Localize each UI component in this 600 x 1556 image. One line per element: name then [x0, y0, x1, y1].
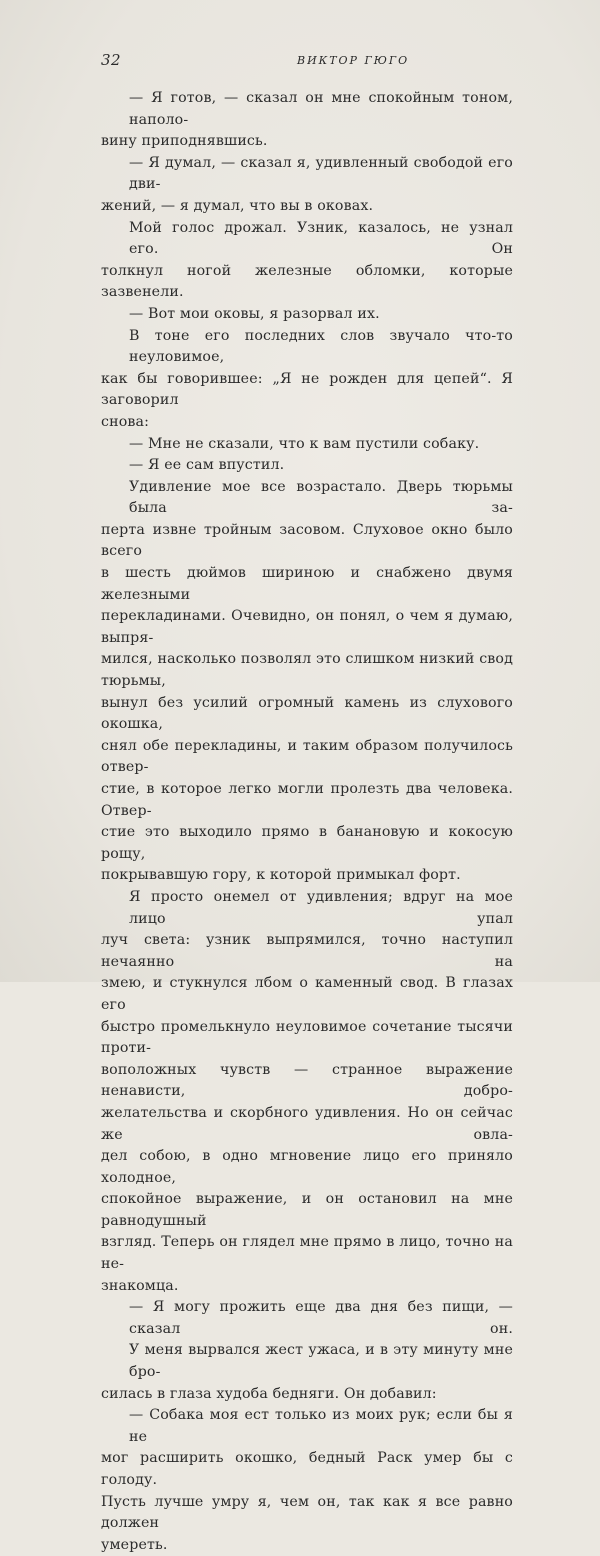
text-line: — Я думал, — сказал я, удивленный свободой его дви-	[129, 154, 513, 193]
text-line: луч света: узник выпрямился, точно наступил нечаянно на	[101, 932, 513, 970]
text-line: Пусть лучше умру я, чем он, так как я все равно должен	[101, 1493, 513, 1532]
text-line: снова:	[101, 413, 150, 430]
text-line: — Вот мои оковы, я разорвал их.	[129, 305, 380, 322]
text-line: стие это выходило прямо в банановую и кокосую рощу,	[101, 824, 513, 862]
text-line: мог расширить окошко, бедный Раск умер бы с голоду.	[101, 1450, 513, 1488]
text-line: воположных чувств — странное выражение ненависти, добро-	[101, 1061, 513, 1100]
running-head: ВИКТОР ГЮГО	[297, 54, 410, 67]
text-line: — Я готов, — сказал он мне спокойным тоном, наполо-	[129, 90, 513, 128]
text-line: вынул без усилий огромный камень из слухового окошка,	[101, 694, 513, 733]
text-line: Мой голос дрожал. Узник, казалось, не узнал его. Он	[129, 219, 513, 258]
text-line: в шесть дюймов шириною и снабжено двумя железными	[101, 565, 513, 603]
text-line: мился, насколько позволял это слишком низкий свод тюрьмы,	[101, 651, 513, 690]
text-line: дел собою, в одно мгновение лицо его приняло холодное,	[101, 1148, 513, 1186]
text-line: как бы говорившее: „Я не рожден для цепей“. Я заговорил	[101, 370, 513, 409]
text-line: — Мне не сказали, что к вам пустили собаку.	[129, 435, 480, 452]
text-line: толкнул ногой железные обломки, которые зазвенели.	[101, 262, 513, 301]
text-line: перта извне тройным засовом. Слуховое окно было всего	[101, 521, 513, 560]
body-text	[101, 88, 513, 1556]
text-line: У меня вырвался жест ужаса, и в эту минуту мне бро-	[129, 1342, 513, 1381]
text-line: — Я могу прожить еще два дня без пищи, — сказал он.	[129, 1299, 513, 1337]
text-line: стие, в которое легко могли пролезть два человека. Отвер-	[101, 781, 513, 819]
text-line: Я просто онемел от удивления; вдруг на мое лицо упал	[129, 888, 513, 927]
page-number: 32	[101, 51, 122, 69]
text-line: перекладинами. Очевидно, он понял, о чем я думаю, выпря-	[101, 608, 513, 646]
text-line: — Собака моя ест только из моих рук; если бы я не	[129, 1407, 513, 1445]
text-line: В тоне его последних слов звучало что-то неуловимое,	[129, 327, 513, 366]
text-line: знакомца.	[101, 1277, 179, 1294]
text-line: покрывавшую гору, к которой примыкал форт.	[101, 867, 461, 884]
text-line: желательства и скорбного удивления. Но он сейчас же овла-	[101, 1104, 513, 1143]
text-line: вину приподнявшись.	[101, 133, 268, 150]
text-line: жений, — я думал, что вы в оковах.	[101, 197, 374, 214]
text-line: спокойное выражение, и он остановил на мне равнодушный	[101, 1191, 513, 1229]
text-line: силась в глаза худоба бедняги. Он добавил:	[101, 1385, 437, 1402]
text-line: — Я ее сам впустил.	[129, 457, 285, 474]
text-line: умереть.	[101, 1536, 168, 1553]
text-line: снял обе перекладины, и таким образом получилось отвер-	[101, 737, 513, 776]
text-line: взгляд. Теперь он глядел мне прямо в лицо, точно на не-	[101, 1234, 513, 1273]
text-line: быстро промелькнуло неуловимое сочетание тысячи проти-	[101, 1018, 513, 1057]
text-line: змею, и стукнулся лбом о каменный свод. В глазах его	[101, 975, 513, 1013]
text-line: Удивление мое все возрастало. Дверь тюрьмы была за-	[129, 478, 513, 517]
